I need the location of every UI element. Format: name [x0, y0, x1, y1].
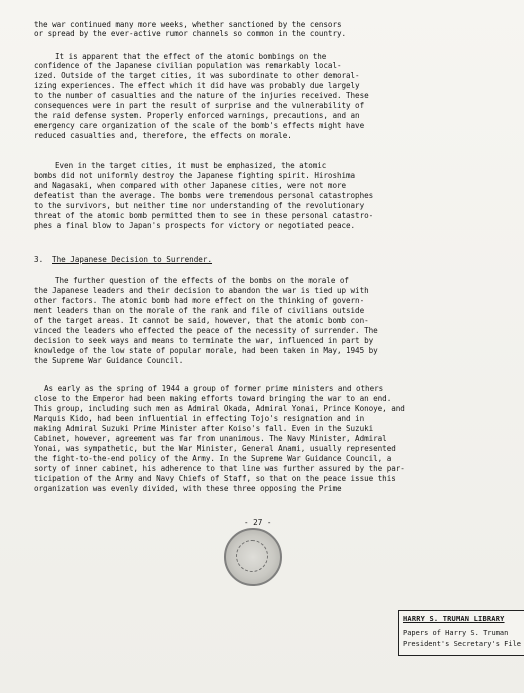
text-line: the fight-to-the-end policy of the Army. In the Supreme War Guidance Council, a	[34, 454, 392, 463]
text-line: ticipation of the Army and Navy Chiefs of Staff, so that on the peace issue this	[34, 474, 396, 483]
text-line: It is apparent that the effect of the atomic bombings on the	[55, 52, 327, 61]
archive-stamp-collection: Papers of Harry S. Truman	[403, 629, 509, 637]
text-line: This group, including such men as Admiral Okada, Admiral Yonai, Prince Konoye, and	[34, 404, 405, 413]
seal-stamp-icon	[224, 528, 282, 586]
text-line: defeatist than the average. The bombs were tremendous personal catastrophes	[34, 191, 374, 200]
text-line: knowledge of the low state of popular morale, had been taken in May, 1945 by	[34, 346, 378, 355]
text-line: to the number of casualties and the nature of the injuries received. These	[34, 91, 369, 100]
text-line: organization was evenly divided, with these three opposing the Prime	[34, 484, 342, 493]
text-line: The further question of the effects of the bombs on the morale of	[55, 276, 349, 285]
archive-stamp-file: President's Secretary's File	[403, 640, 522, 648]
text-line: phes a final blow to Japan's prospects for victory or negotiated peace.	[34, 221, 356, 230]
text-line: sorty of inner cabinet, his adherence to that line was further assured by the par-	[34, 464, 405, 473]
text-line: emergency care organization of the scale of the bomb's effects might have	[34, 121, 365, 130]
archive-stamp-title: HARRY S. TRUMAN LIBRARY	[403, 615, 505, 623]
text-line: the raid defense system. Properly enforced warnings, precautions, and an	[34, 111, 360, 120]
text-line: to the survivors, but neither time nor understanding of the revolutionary	[34, 201, 365, 210]
page-number: - 27 -	[244, 518, 272, 527]
text-line: vinced the leaders who effected the peace of the necessity of surrender. The	[34, 326, 378, 335]
text-line: or spread by the ever-active rumor channels so common in the country.	[34, 29, 347, 38]
text-line: the war continued many more weeks, whether sanctioned by the censors	[34, 20, 342, 29]
section-number: 3.	[34, 255, 44, 264]
text-line: izing experiences. The effect which it did have was probably due largely	[34, 81, 360, 90]
text-line: the Japanese leaders and their decision to abandon the war is tied up with	[34, 286, 369, 295]
text-line: Even in the target cities, it must be emphasized, the atomic	[55, 161, 327, 170]
text-line: consequences were in part the result of surprise and the vulnerability of	[34, 101, 365, 110]
text-line: Cabinet, however, agreement was far from unanimous. The Navy Minister, Admiral	[34, 434, 387, 443]
text-line: of the target areas. It cannot be said, however, that the atomic bomb con-	[34, 316, 369, 325]
text-line: threat of the atomic bomb permitted them to see in these personal catastro-	[34, 211, 374, 220]
text-line: ment leaders than on the morale of the rank and file of civilians outside	[34, 306, 365, 315]
text-line: close to the Emperor had been making efforts toward bringing the war to an end.	[34, 394, 392, 403]
text-line: ized. Outside of the target cities, it was subordinate to other demoral-	[34, 71, 360, 80]
text-line: other factors. The atomic bomb had more effect on the thinking of govern-	[34, 296, 365, 305]
text-line: the Supreme War Guidance Council.	[34, 356, 184, 365]
text-line: bombs did not uniformly destroy the Japanese fighting spirit. Hiroshima	[34, 171, 356, 180]
seal-inner-ring	[236, 540, 268, 572]
text-line: Marquis Kido, had been influential in effecting Tojo's resignation and in	[34, 414, 365, 423]
text-line: reduced casualties and, therefore, the effects on morale.	[34, 131, 292, 140]
text-line: As early as the spring of 1944 a group of former prime ministers and others	[44, 384, 384, 393]
text-line: decision to seek ways and means to terminate the war, influenced in part by	[34, 336, 374, 345]
text-line: making Admiral Suzuki Prime Minister after Koiso's fall. Even in the Suzuki	[34, 424, 374, 433]
section-heading: The Japanese Decision to Surrender.	[52, 255, 213, 264]
archive-stamp	[398, 610, 524, 656]
text-line: and Nagasaki, when compared with other Japanese cities, were not more	[34, 181, 347, 190]
text-line: confidence of the Japanese civilian population was remarkably local-	[34, 61, 342, 70]
text-line: Yonai, was sympathetic, but the War Minister, General Anami, usually represented	[34, 444, 396, 453]
